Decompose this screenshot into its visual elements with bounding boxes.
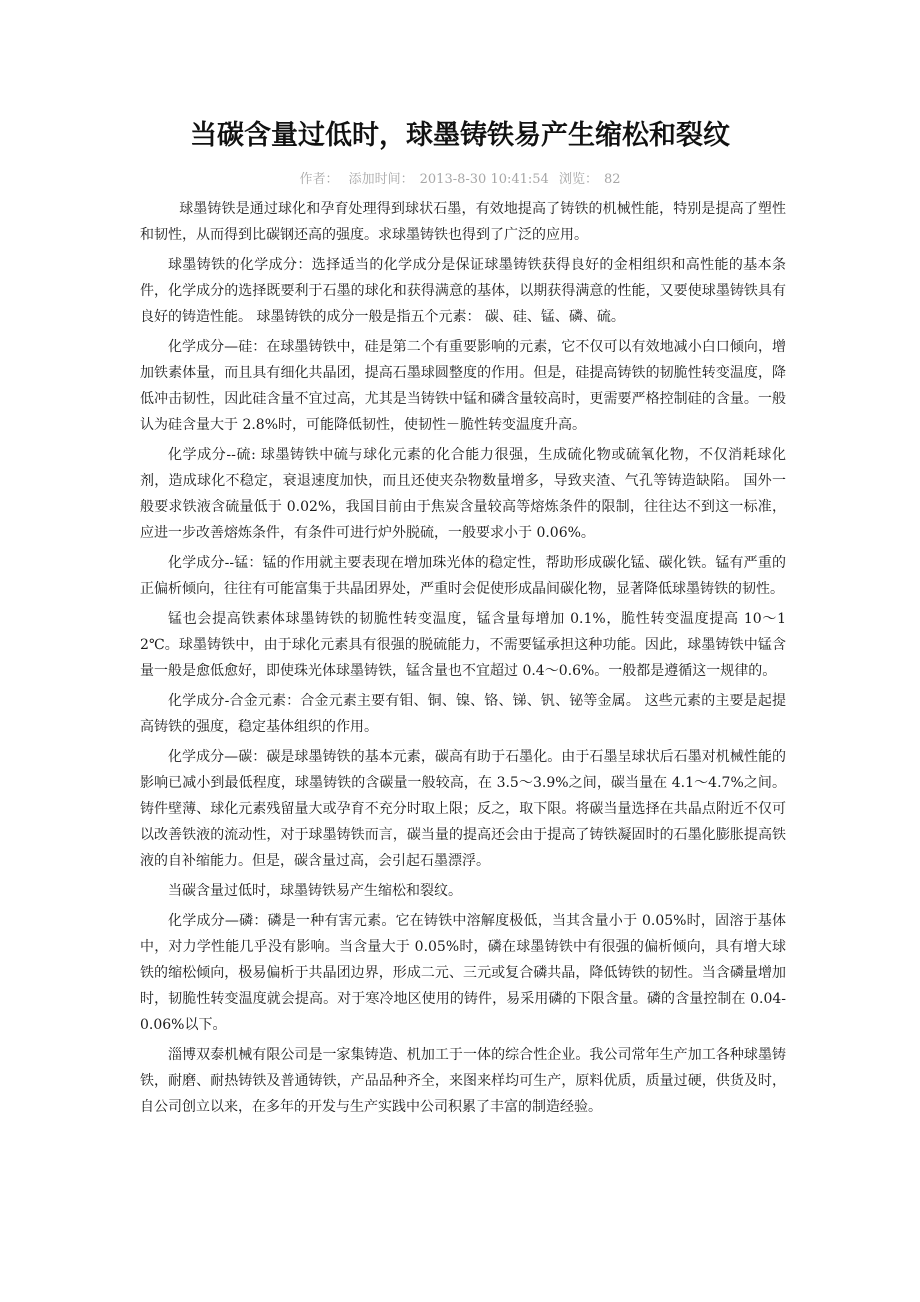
paragraph-low-carbon-note: 当碳含量过低时，球墨铸铁易产生缩松和裂纹。 <box>168 883 462 899</box>
article-title: 当碳含量过低时，球墨铸铁易产生缩松和裂纹 <box>190 120 730 151</box>
paragraph-carbon: 化学成分—碳：碳是球墨铸铁的基本元素，碳高有助于石墨化。由于石墨呈球状后石墨对机械性能的影响已减小到最低程度，球墨铸铁的含碳量一般较高，在 3.5～3.9%之间，碳当量在 4.1～4.7%之间。铸件壁薄、球化元素残留量大或孕育不充分时取上限；反之，取下限。将碳当量选择在共晶点附近不仅可以改善铁液的流动性，对于球墨铸铁而言，碳当量的提高还会由于提高了铸铁凝固时的石墨化膨胀提高铁液的自补缩能力。但是，碳含量过高，会引起石墨漂浮。 <box>140 749 786 869</box>
time-label: 添加时间： <box>348 172 414 187</box>
paragraph-chemical-composition: 球墨铸铁的化学成分：选择适当的化学成分是保证球墨铸铁获得良好的金相组织和高性能的基本条件，化学成分的选择既要利于石墨的球化和获得满意的基体，以期获得满意的性能，又要使球墨铸铁具有良好的铸造性能。 球墨铸铁的成分一般是指五个元素： 碳、硅、锰、磷、硫。 <box>140 257 786 325</box>
article-body <box>140 196 786 1124</box>
paragraph-phosphorus: 化学成分—磷：磷是一种有害元素。它在铸铁中溶解度极低，当其含量小于 0.05%时，固溶于基体中，对力学性能几乎没有影响。当含量大于 0.05%时，磷在球墨铸铁中有很强的偏析倾向，具有增大球铁的缩松倾向，极易偏析于共晶团边界，形成二元、三元或复合磷共晶，降低铸铁的韧性。当含磷量增加时，韧脆性转变温度就会提高。对于寒冷地区使用的铸件，易采用磷的下限含量。磷的含量控制在 0.04-0.06%以下。 <box>140 913 786 1033</box>
views-label: 浏览： <box>558 172 598 187</box>
paragraph-manganese-continued: 锰也会提高铁素体球墨铸铁的韧脆性转变温度，锰含量每增加 0.1%，脆性转变温度提高 10～12℃。球墨铸铁中，由于球化元素具有很强的脱硫能力，不需要锰承担这种功能。因此，球墨铸铁中锰含量一般是愈低愈好，即使珠光体球墨铸铁，锰含量也不宜超过 0.4～0.6%。一般都是遵循这一规律的。 <box>140 611 786 679</box>
article-meta <box>0 170 920 190</box>
paragraph-alloy-elements: 化学成分-合金元素：合金元素主要有钼、铜、镍、铬、锑、钒、铋等金属。 这些元素的主要是起提高铸铁的强度，稳定基体组织的作用。 <box>140 693 786 735</box>
time-value: 2013-8-30 10:41:54 <box>419 172 549 187</box>
paragraph-sulfur: 化学成分--硫: 球墨铸铁中硫与球化元素的化合能力很强，生成硫化物或硫氧化物，不仅消耗球化剂，造成球化不稳定，衰退速度加快，而且还使夹杂物数量增多，导致夹渣、气孔等铸造缺陷。 国外一般要求铁液含硫量低于 0.02%，我国目前由于焦炭含量较高等熔炼条件的限制，往往达不到这一标准，应进一步改善熔炼条件，有条件可进行炉外脱硫，一般要求小于 0.06%。 <box>140 447 786 541</box>
paragraph-manganese: 化学成分--锰：锰的作用就主要表现在增加珠光体的稳定性，帮助形成碳化锰、碳化铁。锰有严重的正偏析倾向，往往有可能富集于共晶团界处，严重时会促使形成晶间碳化物，显著降低球墨铸铁的韧性。 <box>140 555 786 597</box>
paragraph-company-intro: 淄博双泰机械有限公司是一家集铸造、机加工于一体的综合性企业。我公司常年生产加工各种球墨铸铁，耐磨、耐热铸铁及普通铸铁，产品品种齐全，来图来样均可生产，原料优质，质量过硬，供货及时，自公司创立以来，在多年的开发与生产实践中公司积累了丰富的制造经验。 <box>140 1047 786 1115</box>
views-value: 82 <box>603 172 621 187</box>
paragraph-intro: 球墨铸铁是通过球化和孕育处理得到球状石墨，有效地提高了铸铁的机械性能，特别是提高了塑性和韧性，从而得到比碳钢还高的强度。求球墨铸铁也得到了广泛的应用。 <box>140 201 786 243</box>
author-label: 作者： <box>299 172 339 187</box>
paragraph-silicon: 化学成分—硅：在球墨铸铁中，硅是第二个有重要影响的元素，它不仅可以有效地减小白口倾向，增加铁素体量，而且具有细化共晶团，提高石墨球圆整度的作用。但是，硅提高铸铁的韧脆性转变温度，降低冲击韧性，因此硅含量不宜过高，尤其是当铸铁中锰和磷含量较高时，更需要严格控制硅的含量。一般认为硅含量大于 2.8%时，可能降低韧性，使韧性－脆性转变温度升高。 <box>140 339 786 433</box>
